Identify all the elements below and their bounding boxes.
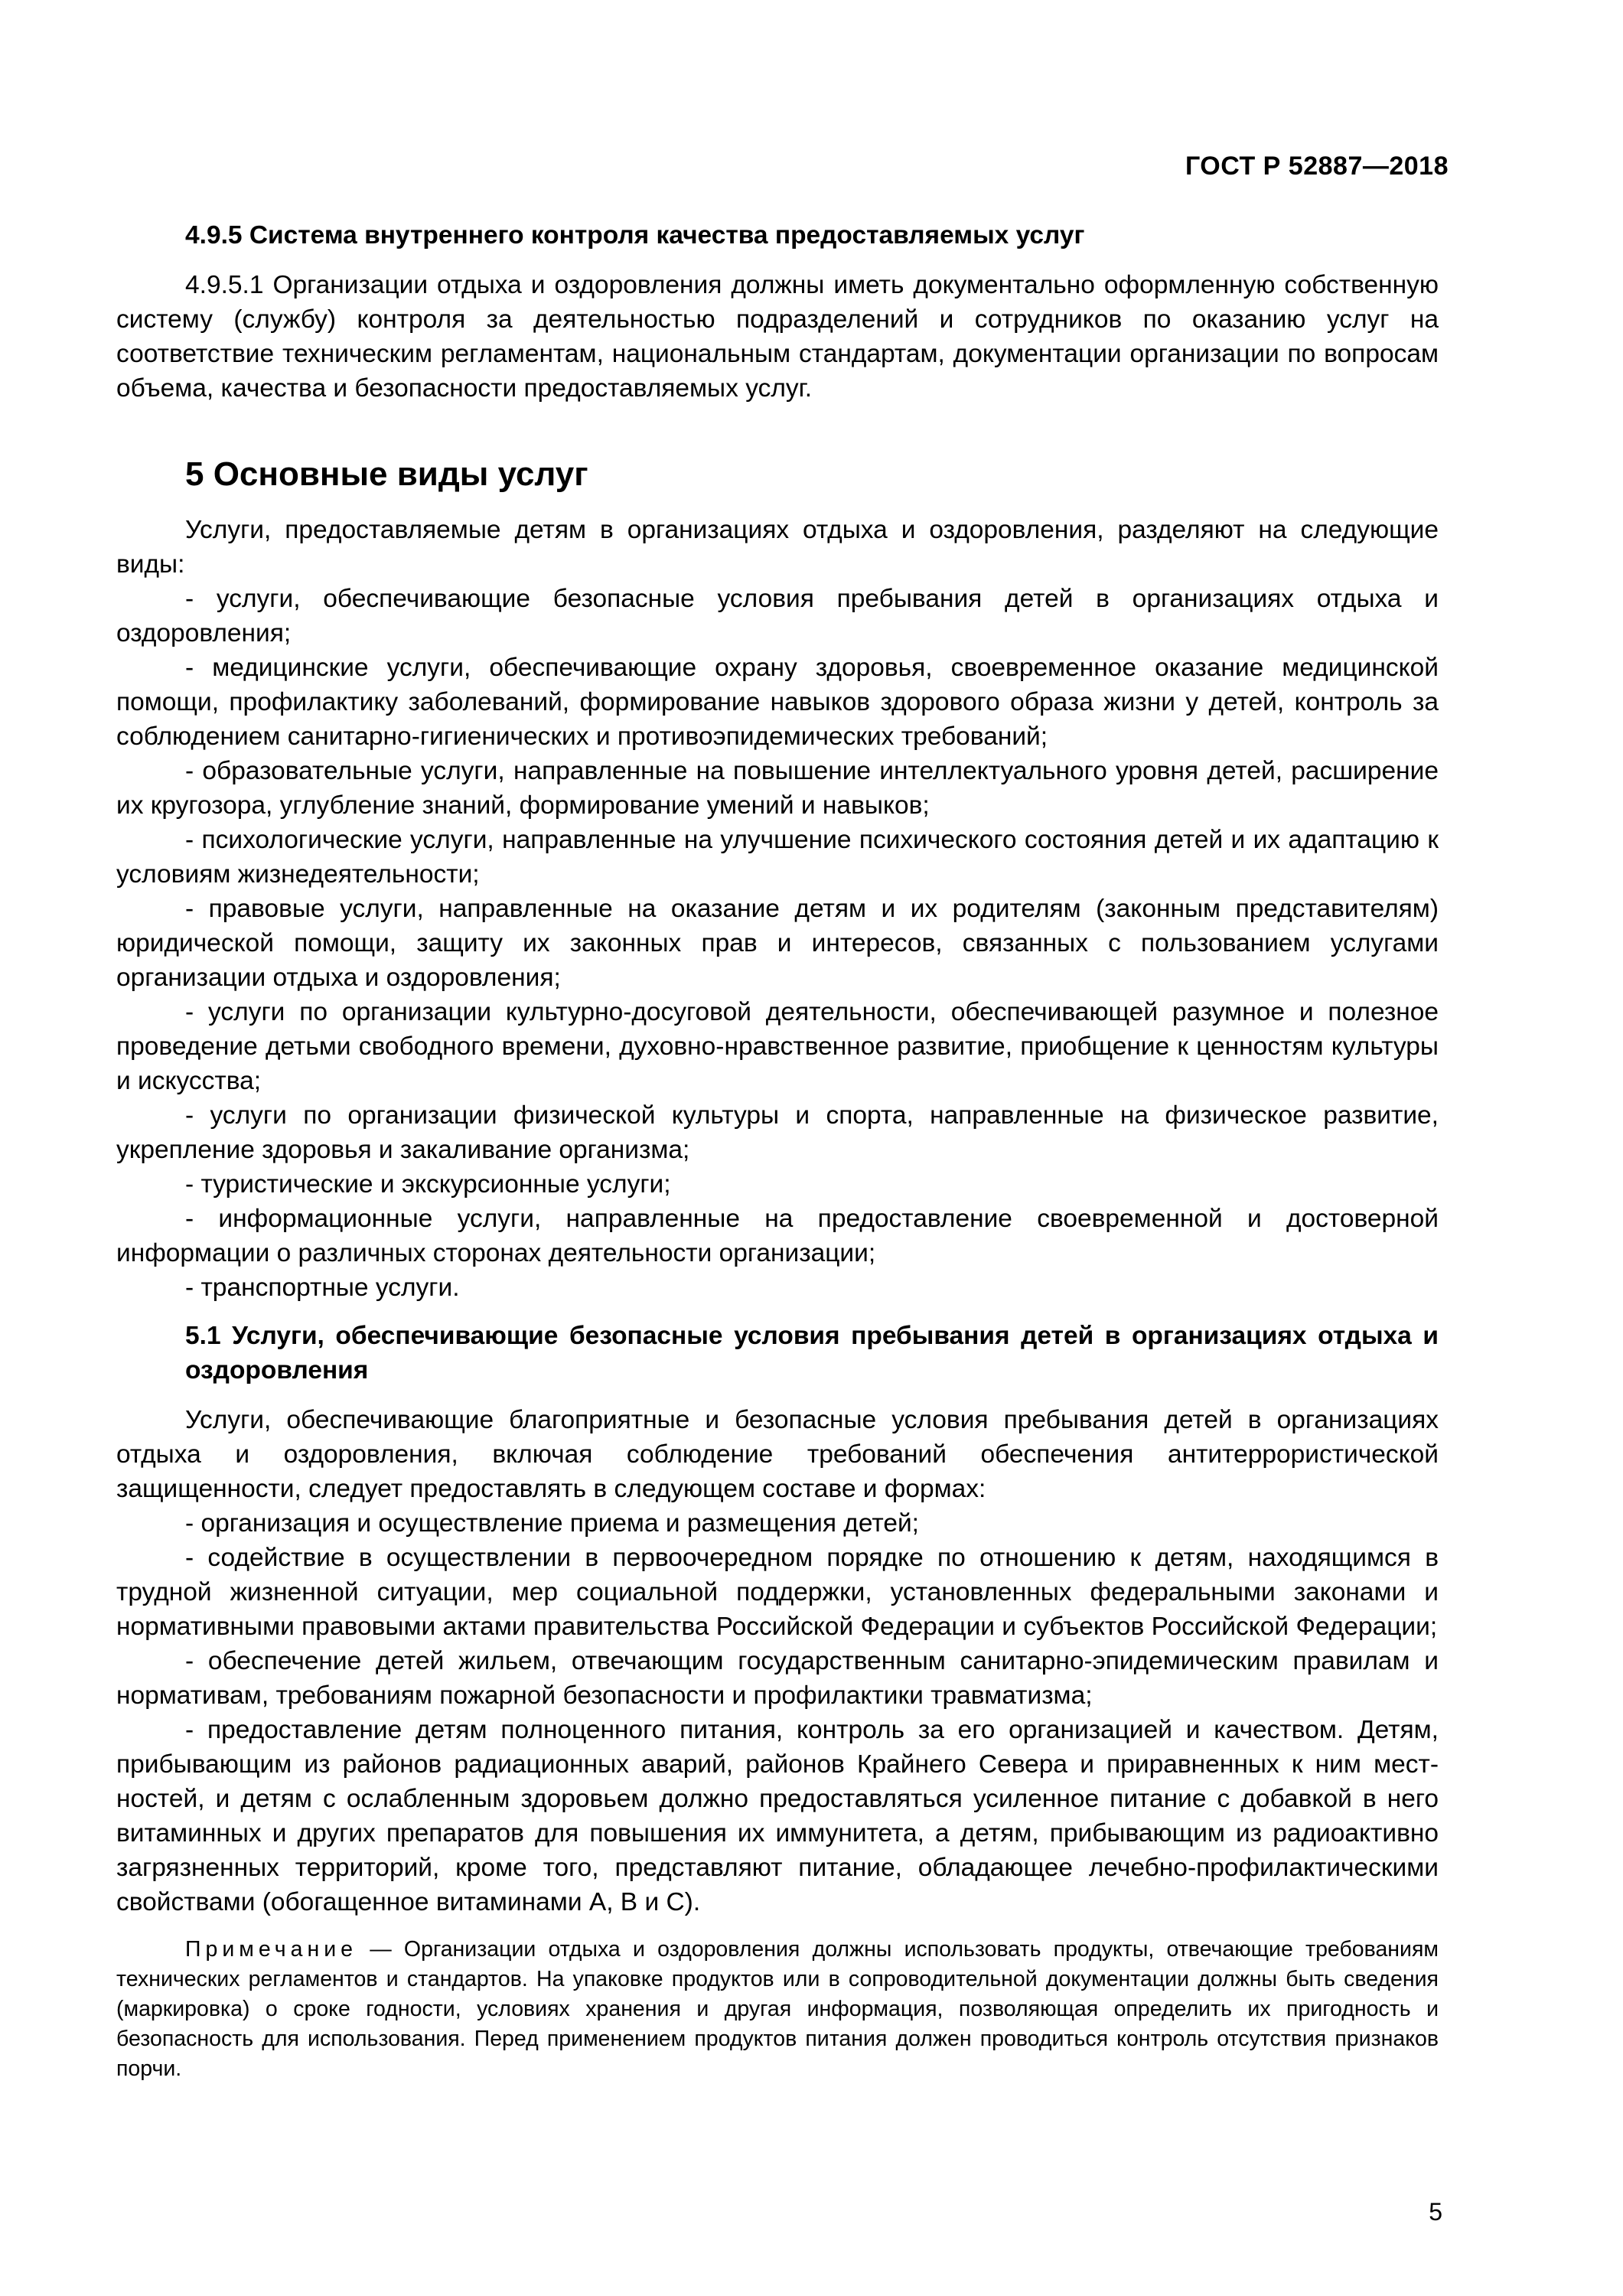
section-5-1-intro: Услуги, обеспечивающие благоприятные и безопасные условия пребывания детей в организациях отдыха и оздоровления, включая соблюдение требований обеспечения антитеррористической защищенности, следует предоставлять в следующем составе и формах: — [116, 1406, 1439, 1503]
document-code: ГОСТ Р 52887—2018 — [1185, 152, 1449, 181]
list-item: - психологические услуги, направленные на улучшение психического состояния детей и их адаптацию к условиям жизнедеятельности; — [116, 826, 1439, 889]
list-item: - услуги, обеспечивающие безопасные условия пребывания детей в организациях отдыха и оздоровления; — [116, 585, 1439, 647]
page-number: 5 — [1429, 2198, 1442, 2226]
note — [116, 1935, 1439, 2084]
list-item: - медицинские услуги, обеспечивающие охрану здоровья, своевременное оказание медицинской помощи, профилактику заболеваний, формирование навыков здорового образа жизни у детей, контроль за соблюдением санитарно-гигиенических и противоэпидемических требований; — [116, 654, 1439, 751]
note-text: — Организации отдыха и оздоровления должны использовать продукты, отвечающие требованиям технических регламентов и стандартов. На упаковке продуктов или в сопроводительной документации должны быть сведения (маркировка) о сроке годности, условиях хранения и другая информация, позволяющая определить их пригодность и безопасность для использования. Перед применением продуктов питания должен проводиться контроль отсутствия признаков порчи. — [116, 1937, 1439, 2081]
list-item: - туристические и экскурсионные услуги; — [185, 1170, 671, 1199]
list-item: - обеспечение детей жильем, отвечающим государственным санитарно-эпидемическим правилам и нормативам, требованиям пожарной безопасности и профилактики травматизма; — [116, 1647, 1439, 1710]
list-item: - организация и осуществление приема и размещения детей; — [185, 1509, 919, 1538]
note-label: Примечание — [185, 1937, 357, 1962]
document-body — [116, 218, 1439, 2084]
section-4-9-5-heading: 4.9.5 Система внутреннего контроля качества предоставляемых услуг — [185, 221, 1085, 249]
list-item: - услуги по организации культурно-досуговой деятельности, обеспечивающей разумное и полезное проведение детьми свободного времени, духовно-нравственное развитие, приобщение к ценностям культуры и искусства; — [116, 998, 1439, 1095]
list-item: - правовые услуги, направленные на оказание детям и их родителям (законным представителям) юридической помощи, защиту их законных прав и интересов, связанных с пользованием услугами организации отдыха и оздоровления; — [116, 895, 1439, 992]
list-item: - транспортные услуги. — [185, 1274, 460, 1302]
section-5-1-heading: 5.1 Услуги, обеспечивающие безопасные условия пребывания детей в организациях отдыха и оздоровления — [185, 1322, 1439, 1384]
list-item: - услуги по организации физической культуры и спорта, направленные на физическое развитие, укрепление здоровья и закаливание организма; — [116, 1101, 1439, 1164]
list-item: - информационные услуги, направленные на предоставление своевременной и достоверной информации о различных сторонах деятельности организации; — [116, 1205, 1439, 1267]
list-item: - предоставление детям полноценного питания, контроль за его организацией и качеством. Детям, прибывающим из районов радиационных аварий, районов Крайнего Севера и приравненных к ним местностей, и детям с ослабленным здоровьем должно предоставляться усиленное питание с добавкой в него витаминных и других препаратов для повышения их иммунитета, а детям, прибывающим из радиоактивно загрязненных территорий, кроме того, представляют питание, обладающее лечебно-профилактическими свойствами (обогащенное витаминами А, В и С). — [116, 1716, 1439, 1916]
paragraph-4-9-5-1: 4.9.5.1 Организации отдыха и оздоровления должны иметь документально оформленную собственную систему (службу) контроля за деятельностью подразделений и сотрудников по оказанию услуг на соответствие техническим регламентам, национальным стандартам, документации организации по вопросам объема, качества и безопасности предоставляемых услуг. — [116, 271, 1439, 403]
section-5-intro: Услуги, предоставляемые детям в организациях отдыха и оздоровления, разделяют на следующие виды: — [116, 516, 1439, 579]
list-item: - содействие в осуществлении в первоочередном порядке по отношению к детям, находящимся в трудной жизненной ситуации, мер социальной поддержки, установленных федеральными законами и нормативными правовыми актами правительства Российской Федерации и субъектов Российской Федерации; — [116, 1544, 1439, 1641]
list-item: - образовательные услуги, направленные на повышение интеллектуального уровня детей, расширение их кругозора, углубление знаний, формирование умений и навыков; — [116, 757, 1439, 820]
section-5-heading: 5 Основные виды услуг — [185, 455, 588, 493]
